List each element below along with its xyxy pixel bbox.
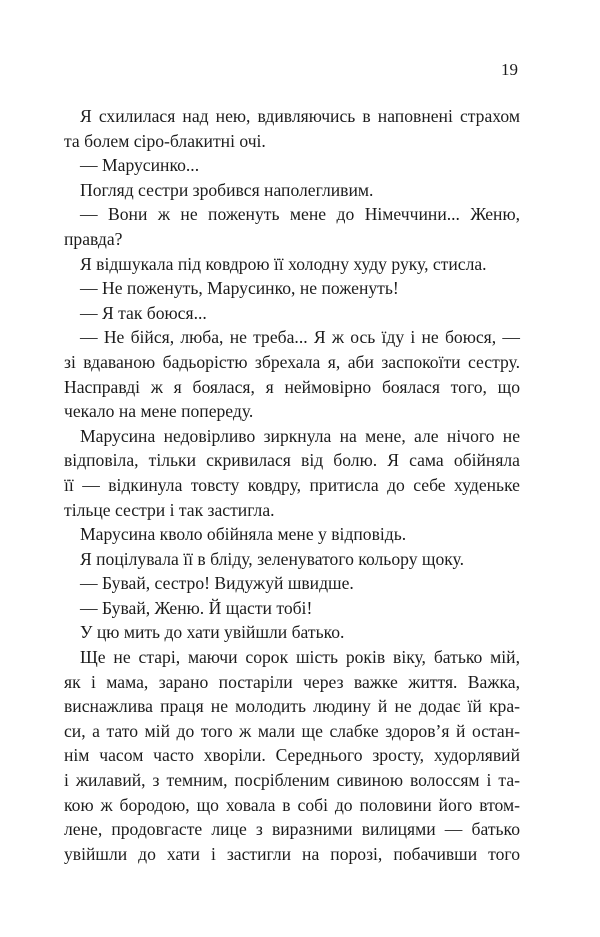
- text-line: лене, продовгасте лице з виразними вилицями — батько: [64, 819, 520, 840]
- text-line: Я відшукала під ковдрою її холодну худу руку, стисла.: [80, 253, 487, 274]
- text-line: відповіла, тільки скривилася від болю. Я сама обійняла: [64, 450, 520, 471]
- text-line: — Марусинко...: [80, 155, 200, 176]
- text-line: Ще не старі, маючи сорок шість років віку, батько мій,: [80, 647, 520, 668]
- text-line: — Бувай, сестро! Видужуй швидше.: [80, 573, 354, 594]
- text-line: виснажлива праця не молодить людину й не додає їй кра-: [64, 696, 520, 717]
- text-line: та болем сіро-блакитні очі.: [64, 130, 266, 151]
- text-line: У цю мить до хати увійшли батько.: [80, 622, 345, 643]
- text-line: си, а тато мій до того ж мали ще слабке здоров’я й остан-: [64, 720, 520, 741]
- text-line: — Я так боюся...: [80, 302, 207, 323]
- text-line: Погляд сестри зробився наполегливим.: [80, 179, 374, 200]
- text-line: — Бувай, Женю. Й щасти тобі!: [80, 597, 313, 618]
- text-line: Марусина недовірливо зиркнула на мене, але нічого не: [80, 425, 520, 446]
- text-line: — Вони ж не поженуть мене до Німеччини... Женю,: [80, 204, 520, 225]
- text-line: — Не бійся, люба, не треба... Я ж ось їду і не боюся, —: [80, 327, 520, 348]
- text-line: нім часом часто хворіли. Середнього зросту, худорлявий: [64, 745, 520, 766]
- text-line: Я схилилася над нею, вдивляючись в наповнені страхом: [80, 106, 520, 126]
- text-line: правда?: [64, 228, 123, 249]
- text-line: увійшли до хати і застигли на порозі, побачивши того: [64, 843, 520, 864]
- page-number: 19: [501, 60, 518, 79]
- text-line: Марусина кволо обійняла мене у відповідь.: [80, 524, 407, 545]
- text-line: як і мама, зарано постаріли через важке життя. Важка,: [64, 671, 520, 692]
- text-line: і жилавий, з темним, посрібленим сивиною волоссям і та-: [64, 770, 520, 791]
- text-line: тільце сестри і так застигла.: [64, 499, 275, 520]
- text-line: — Не поженуть, Марусинко, не поженуть!: [80, 278, 399, 299]
- text-line: Насправді ж я боялася, я неймовірно боялася того, що: [64, 376, 520, 397]
- text-line: її — відкинула товсту ковдру, притисла до себе худеньке: [64, 474, 520, 495]
- text-line: чекало на мене попереду.: [64, 401, 254, 422]
- body-text: [64, 104, 520, 866]
- text-line: кою ж бородою, що ховала в собі до половини його втом-: [64, 794, 520, 815]
- text-line: Я поцілувала її в бліду, зеленуватого кольору щоку.: [80, 548, 464, 569]
- text-line: зі вдаваною бадьорістю збрехала я, аби заспокоїти сестру.: [64, 351, 520, 372]
